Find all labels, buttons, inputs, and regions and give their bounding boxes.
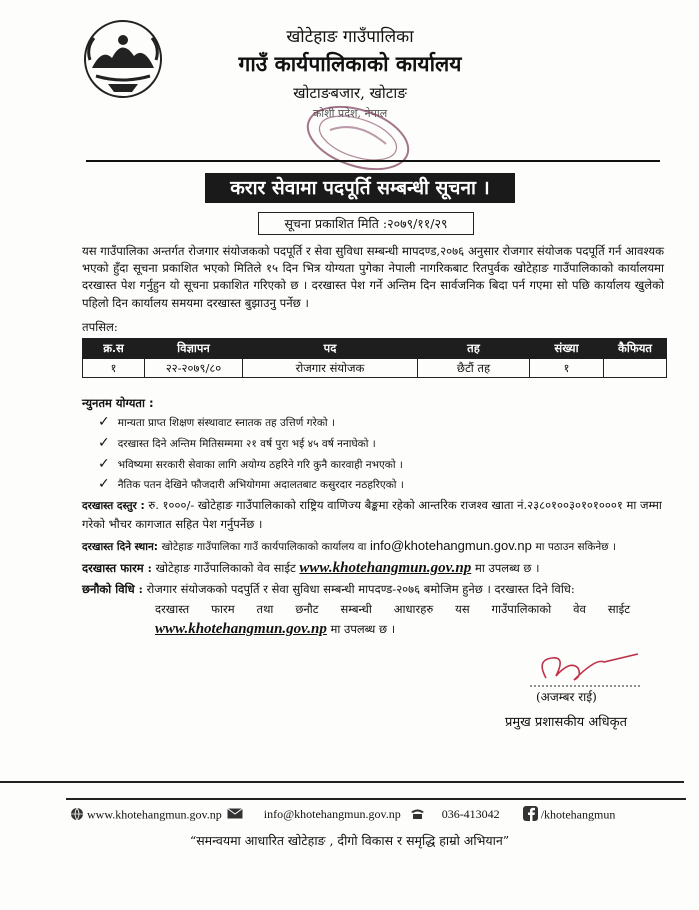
cell-remarks (604, 359, 667, 378)
cell-position: रोजगार संयोजक (243, 359, 418, 378)
footer-rule-top (0, 781, 684, 783)
application-fee (82, 497, 664, 533)
cell-count: १ (530, 359, 604, 378)
header-advertisement: विज्ञापन (145, 339, 243, 359)
selection-method (82, 581, 664, 599)
form-suffix: मा उपलब्ध छ । (474, 561, 540, 575)
qualifications-heading: न्युनतम योग्यता : (82, 396, 154, 410)
list-item: ✓ मान्यता प्राप्त शिक्षण संस्थावाट स्नातक तह उत्तिर्ण गरेको । (98, 414, 335, 430)
checkmark-icon: ✓ (98, 435, 110, 451)
place-suffix: मा पठाउन सकिनेछ । (535, 541, 616, 553)
application-place (82, 537, 664, 557)
header-position: पद (243, 339, 418, 359)
selection-line3 (155, 621, 660, 639)
selection-website-link[interactable]: www.khotehangmun.gov.np (155, 621, 327, 637)
notice-body: यस गाउँपालिका अन्तर्गत रोजगार संयोजकको पदपूर्ति र सेवा सुविधा सम्बन्धी मापदण्ड,२०७६ अनुसार रोजगार संयोजक पदपूर्ति गर्न आवश्यक भएको हुँदा सूचना प्रकाशित भएको मितिले १५ दिन भित्र योग्यता पुगेका नेपाली नागरिकबाट रितपुर्वक खोटेहाङ गाउँपालिकाको कार्यालयमा दरखास्त पेश गर्नुहुन यो सूचना प्रकाशित गरिएको छ । दरखास्त पेश गर्ने अन्तिम दिन सार्वजनिक बिदा पर्न गएमा सो पछि कार्यालय खुलेको पहिलो दिन कार्यालय समयमा दरखास्त बुझाउनु पर्नेछ । (82, 244, 664, 310)
signatory-name: (अजम्बर राई) (536, 690, 597, 704)
checkmark-icon: ✓ (98, 476, 110, 492)
footer-facebook-link[interactable]: /khotehangmun (540, 807, 616, 822)
footer-phone: 036-413042 (441, 807, 500, 822)
header-serial: क्र.स (83, 339, 145, 359)
place-email-link[interactable]: info@khotehangmun.gov.np (370, 538, 532, 553)
footer-website-link[interactable]: www.khotehangmun.gov.np (87, 807, 222, 822)
place-text: खोटेहाङ गाउँपालिका गाउँ कार्यपालिकाको कार्यालय वा (161, 541, 367, 553)
table-header-row (83, 339, 667, 359)
form-text: खोटेहाङ गाउँपालिकाको वेव साईट (155, 561, 296, 575)
list-item: ✓ नैतिक पतन देखिने फौजदारी अभियोगमा अदालतबाट कसुरदार नठहरिएको । (98, 476, 404, 492)
globe-icon (70, 807, 84, 825)
place-label: दरखास्त दिने स्थान: (82, 541, 159, 553)
signatory-title: प्रमुख प्रशासकीय अधिकृत (505, 715, 628, 730)
cell-advertisement: २२-२०७९/८० (145, 359, 243, 378)
fee-label: दरखास्त दस्तुर : (82, 500, 145, 512)
header-municipality: खोटेहाङ गाउँपालिका (286, 27, 414, 47)
cell-level: छैटौं तह (418, 359, 530, 378)
selection-line1: रोजगार संयोजकको पदपुर्ति र सेवा सुविधा सम्बन्धी मापदण्ड-२०७६ बमोजिम हुनेछ । दरखास्त दिने विधि: (146, 582, 575, 596)
notice-title: करार सेवामा पदपूर्ति सम्बन्धी सूचना । (205, 173, 515, 203)
header-rule (86, 160, 660, 162)
footer-email-link[interactable]: info@khotehangmun.gov.np (263, 807, 401, 822)
header-province: कोशी प्रदेश, नेपाल (312, 107, 388, 120)
checkmark-icon: ✓ (98, 414, 110, 430)
cell-serial: १ (83, 359, 145, 378)
selection-line2: दरखास्त फारम तथा छनौट सम्बन्धी आधारहरु यस गाउँपालिकाको वेव साईट (155, 602, 631, 616)
phone-icon (410, 808, 425, 824)
publish-date: सूचना प्रकाशित मिति :२०७९/११/२९ (258, 212, 474, 235)
list-item: ✓ भविष्यमा सरकारी सेवाका लागि अयोग्य ठहरिने गरि कुनै कारवाही नभएको । (98, 456, 403, 472)
footer-slogan: “समन्वयमा आधारित खोटेहाङ , दीगो विकास र समृद्धि हाम्रो अभियान” (189, 833, 510, 848)
table-row (83, 359, 667, 378)
footer-contact (70, 806, 650, 825)
selection-suffix: मा उपलब्ध छ । (330, 622, 396, 636)
checkmark-icon: ✓ (98, 456, 110, 472)
table-label: तपसिल: (82, 320, 118, 334)
facebook-icon (523, 806, 538, 825)
header-office: गाउँ कार्यपालिकाको कार्यालय (238, 51, 462, 76)
footer-rule-bottom (66, 798, 686, 800)
form-website-link[interactable]: www.khotehangmun.gov.np (299, 560, 472, 576)
header-count: संख्या (530, 339, 604, 359)
form-label: दरखास्त फारम : (82, 561, 152, 575)
vacancy-table (82, 338, 667, 378)
fee-text: रु. १०००/- खोटेहाङ गाउँपालिकाको राष्ट्रिय वाणिज्य बैङ्कमा रहेको आन्तरिक राजश्व खाता नं.२३८०१००३०१०१०००१ मा जम्मा गरेको भौचर कागजात सहित पेश गर्नुपर्नेछ । (82, 498, 662, 531)
selection-label: छनौको विधि : (82, 582, 143, 596)
list-item: ✓ दरखास्त दिने अन्तिम मितिसम्ममा २१ वर्ष पुरा भई ४५ वर्ष ननाघेको । (98, 435, 376, 451)
mail-icon (227, 808, 243, 823)
header-level: तह (418, 339, 530, 359)
header-remarks: कैफियत (604, 339, 667, 359)
header-address: खोटाङबजार, खोटाङ (293, 84, 407, 102)
signature (526, 650, 646, 692)
application-form (82, 560, 664, 578)
